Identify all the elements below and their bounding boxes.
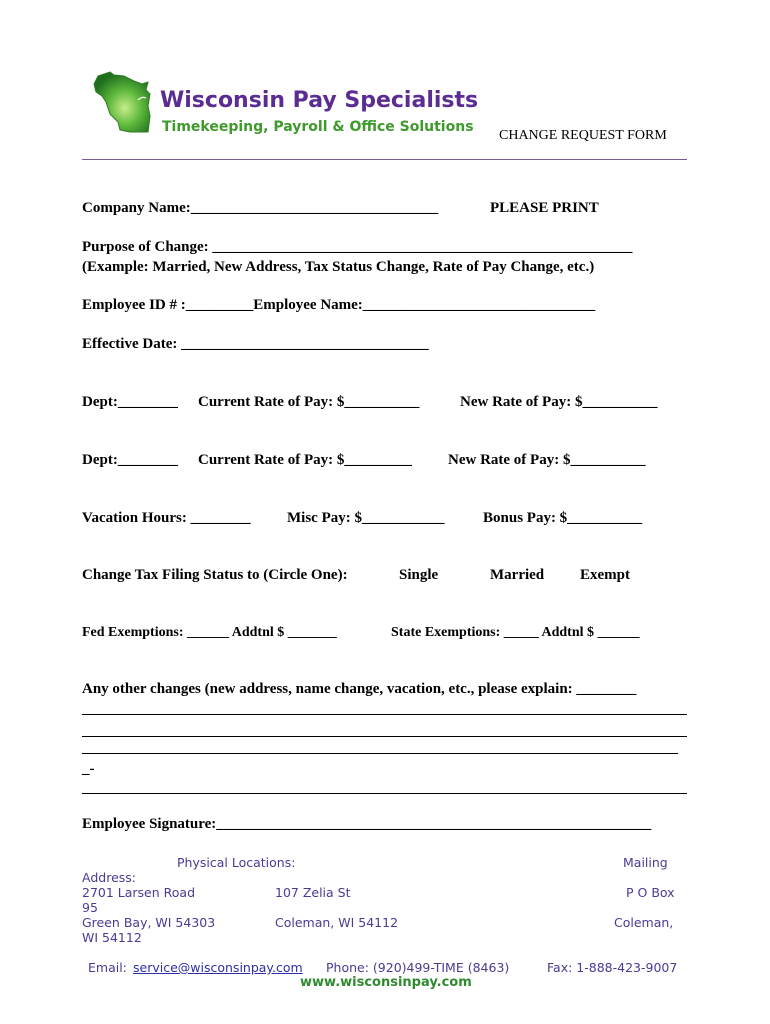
company-name-field[interactable]: Company Name:_________________________________ <box>82 200 439 216</box>
current-rate-field-2[interactable]: Current Rate of Pay: $_________ <box>198 452 412 468</box>
explain-line-1[interactable] <box>82 714 687 715</box>
explain-line-4[interactable] <box>82 793 687 794</box>
dept-field-1[interactable]: Dept:________ <box>82 394 178 410</box>
bonus-pay-field[interactable]: Bonus Pay: $__________ <box>483 510 643 526</box>
footer-physical-locations: Physical Locations: <box>177 855 296 870</box>
other-changes-label: Any other changes (new address, name change, vacation, etc., please explain: ________ <box>82 681 637 697</box>
footer-loc2-street: 107 Zelia St <box>275 885 351 900</box>
option-single[interactable]: Single <box>399 567 439 583</box>
footer-email-label: Email: <box>88 960 127 975</box>
misc-pay-field[interactable]: Misc Pay: $___________ <box>287 510 445 526</box>
vacation-hours-field[interactable]: Vacation Hours: ________ <box>82 510 251 526</box>
effective-date-field[interactable]: Effective Date: _________________________________ <box>82 336 429 352</box>
new-rate-field-1[interactable]: New Rate of Pay: $__________ <box>460 394 658 410</box>
form-title: CHANGE REQUEST FORM <box>499 128 667 143</box>
dept-field-2[interactable]: Dept:________ <box>82 452 178 468</box>
state-exemptions-field[interactable]: State Exemptions: _____ Addtnl $ ______ <box>391 625 640 640</box>
footer-po-number: 95 <box>82 900 98 915</box>
footer-address-label: Address: <box>82 870 136 885</box>
footer-phone: Phone: (920)499-TIME (8463) <box>326 960 510 975</box>
footer-mail-city: Coleman, <box>614 915 674 930</box>
explain-line-3[interactable] <box>82 753 678 754</box>
footer-loc1-street: 2701 Larsen Road <box>82 885 196 900</box>
company-name: Wisconsin Pay Specialists <box>160 88 479 113</box>
explain-line-2[interactable] <box>82 736 687 737</box>
footer-email-link[interactable]: service@wisconsinpay.com <box>133 960 303 975</box>
please-print-note: PLEASE PRINT <box>490 200 599 216</box>
explain-fragment: _- <box>82 761 95 777</box>
purpose-field[interactable]: Purpose of Change: ________________________________________________________ <box>82 239 633 255</box>
footer-loc1-city: Green Bay, WI 54303 <box>82 915 216 930</box>
new-rate-field-2[interactable]: New Rate of Pay: $__________ <box>448 452 646 468</box>
purpose-example: (Example: Married, New Address, Tax Status Change, Rate of Pay Change, etc.) <box>82 259 595 275</box>
fed-exemptions-field[interactable]: Fed Exemptions: ______ Addtnl $ _______ <box>82 625 337 640</box>
footer-fax: Fax: 1-888-423-9007 <box>547 960 678 975</box>
header-divider <box>82 159 687 160</box>
option-married[interactable]: Married <box>490 567 545 583</box>
footer-loc2-city: Coleman, WI 54112 <box>275 915 399 930</box>
footer-website[interactable]: www.wisconsinpay.com <box>300 975 472 990</box>
logo <box>90 66 479 140</box>
employee-id-name-field[interactable]: Employee ID # :_________Employee Name:_______________________________ <box>82 297 596 313</box>
current-rate-field-1[interactable]: Current Rate of Pay: $__________ <box>198 394 420 410</box>
employee-signature-field[interactable]: Employee Signature:__________________________________________________________ <box>82 816 652 832</box>
option-exempt[interactable]: Exempt <box>580 567 630 583</box>
tagline: Timekeeping, Payroll & Office Solutions <box>162 119 474 135</box>
footer-mail-state: WI 54112 <box>82 930 142 945</box>
tax-status-label: Change Tax Filing Status to (Circle One): <box>82 567 348 583</box>
footer-mailing: Mailing <box>623 855 668 870</box>
wisconsin-map-icon <box>90 66 162 138</box>
footer-po-box: P O Box <box>626 885 675 900</box>
